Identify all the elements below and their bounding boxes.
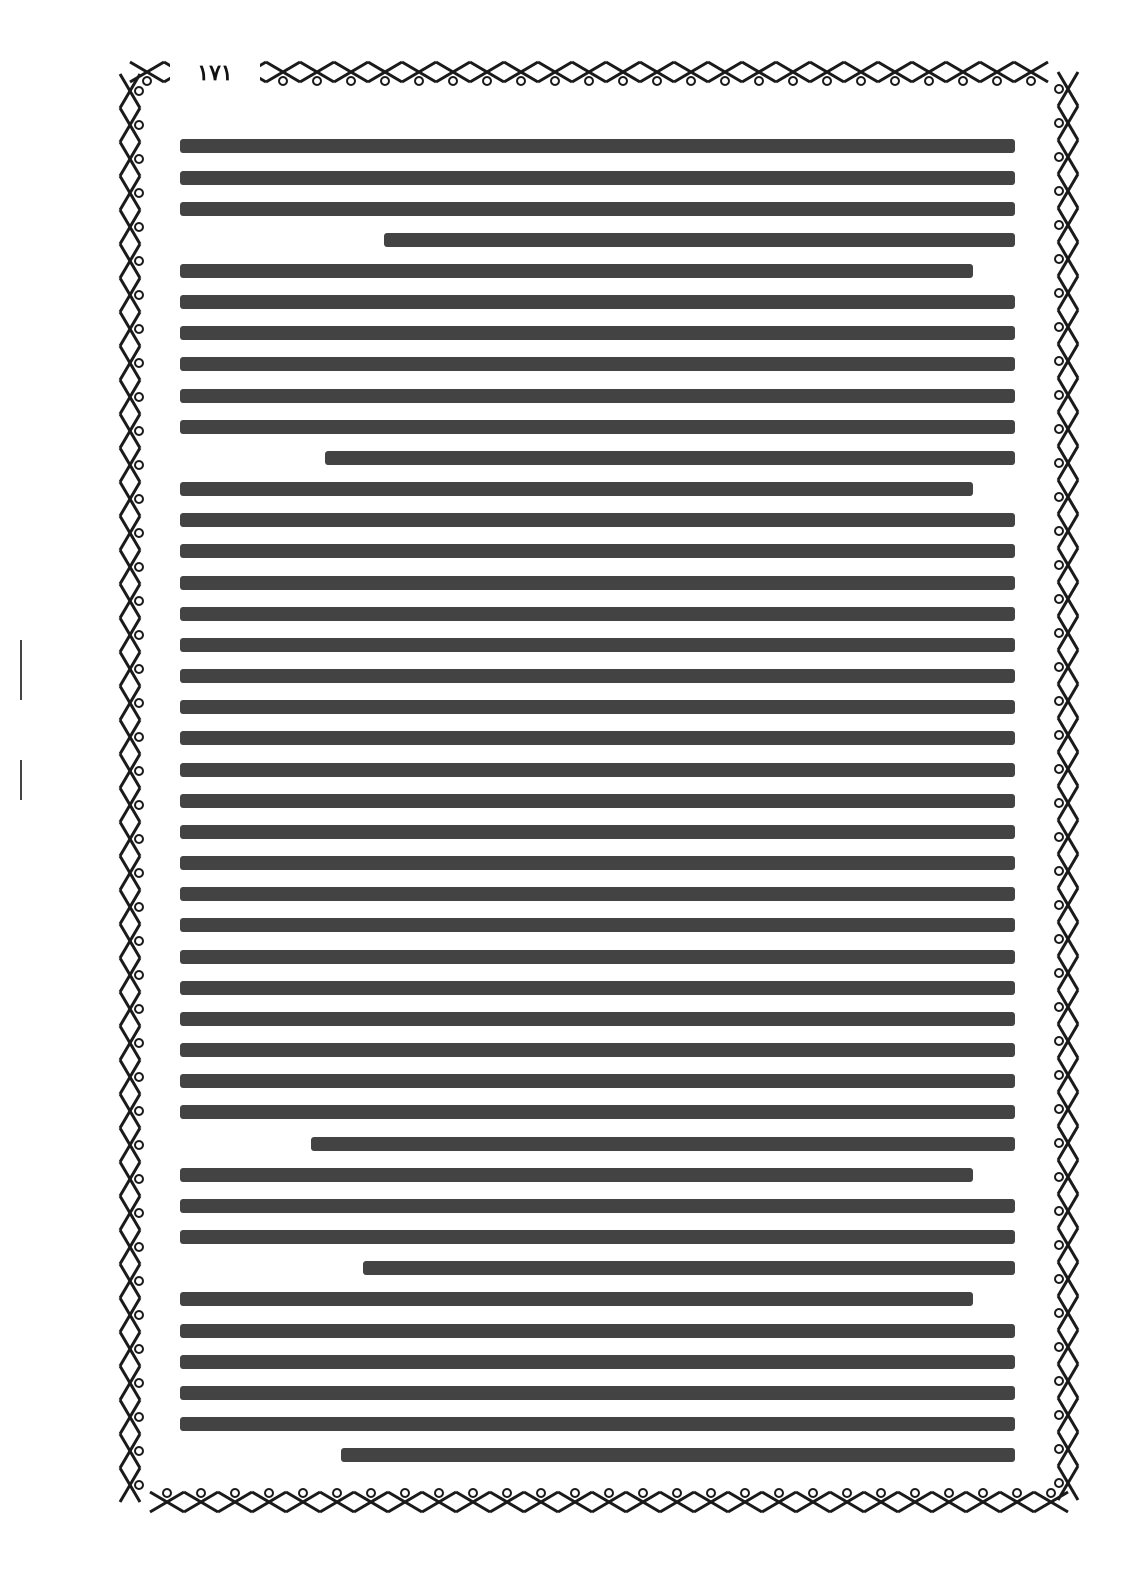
border-loop	[135, 801, 143, 809]
text-line	[180, 1230, 1015, 1244]
border-loop	[809, 1489, 817, 1497]
border-loop	[959, 77, 967, 85]
text-line	[180, 856, 1015, 870]
border-loop	[605, 1489, 613, 1497]
border-loop	[1055, 289, 1063, 297]
text-line	[180, 576, 1015, 590]
border-loop	[135, 529, 143, 537]
border-loop	[1047, 1489, 1055, 1497]
border-loop	[135, 495, 143, 503]
text-line	[180, 638, 1015, 652]
border-loop	[1055, 323, 1063, 331]
text-line	[180, 420, 1015, 434]
border-loop	[299, 1489, 307, 1497]
text-line	[180, 1012, 1015, 1026]
border-loop	[1055, 969, 1063, 977]
border-loop	[721, 77, 729, 85]
border-loop	[673, 1489, 681, 1497]
border-loop	[1055, 1037, 1063, 1045]
border-loop	[449, 77, 457, 85]
border-loop	[707, 1489, 715, 1497]
text-line	[180, 763, 1015, 777]
border-loop	[483, 77, 491, 85]
border-loop	[1055, 459, 1063, 467]
border-loop	[135, 1277, 143, 1285]
border-loop	[1055, 1445, 1063, 1453]
border-loop	[135, 155, 143, 163]
text-line	[180, 1043, 1015, 1057]
border-loop	[755, 77, 763, 85]
border-loop	[925, 77, 933, 85]
border-loop	[1055, 1003, 1063, 1011]
border-loop	[775, 1489, 783, 1497]
border-loop	[1055, 765, 1063, 773]
border-loop	[415, 77, 423, 85]
border-loop	[1055, 493, 1063, 501]
text-line	[180, 1417, 1015, 1431]
margin-mark	[20, 640, 22, 700]
border-loop	[1055, 1309, 1063, 1317]
border-loop	[135, 1447, 143, 1455]
border-loop	[687, 77, 695, 85]
text-line	[180, 981, 1015, 995]
text-line	[384, 233, 1015, 247]
border-loop	[945, 1489, 953, 1497]
border-loop	[1055, 255, 1063, 263]
border-loop	[1055, 731, 1063, 739]
border-loop	[135, 1413, 143, 1421]
text-line	[180, 1168, 973, 1182]
border-loop	[843, 1489, 851, 1497]
border-loop	[1055, 1105, 1063, 1113]
text-block	[180, 130, 1015, 1470]
border-loop	[135, 733, 143, 741]
border-loop	[197, 1489, 205, 1497]
text-line	[180, 482, 973, 496]
border-loop	[1027, 77, 1035, 85]
text-line	[180, 544, 1015, 558]
text-line	[180, 1292, 973, 1306]
border-loop	[1055, 867, 1063, 875]
border-loop	[135, 325, 143, 333]
text-line	[180, 513, 1015, 527]
text-line	[180, 669, 1015, 683]
border-loop	[135, 1345, 143, 1353]
border-loop	[1055, 1275, 1063, 1283]
border-loop	[401, 1489, 409, 1497]
border-loop	[1055, 697, 1063, 705]
text-line	[180, 1105, 1015, 1119]
margin-mark	[20, 760, 22, 800]
border-loop	[135, 257, 143, 265]
border-loop	[435, 1489, 443, 1497]
border-loop	[1055, 1241, 1063, 1249]
border-loop	[979, 1489, 987, 1497]
border-loop	[135, 189, 143, 197]
text-line	[180, 1386, 1015, 1400]
border-loop	[135, 223, 143, 231]
border-loop	[135, 597, 143, 605]
text-line	[180, 950, 1015, 964]
text-line	[180, 264, 973, 278]
border-loop	[135, 835, 143, 843]
border-loop	[789, 77, 797, 85]
border-loop	[1055, 799, 1063, 807]
border-loop	[1055, 221, 1063, 229]
border-loop	[135, 87, 143, 95]
border-loop	[135, 1311, 143, 1319]
border-loop	[347, 77, 355, 85]
text-line	[180, 202, 1015, 216]
border-loop	[877, 1489, 885, 1497]
border-loop	[551, 77, 559, 85]
border-loop	[135, 767, 143, 775]
border-loop	[381, 77, 389, 85]
border-loop	[1055, 425, 1063, 433]
border-loop	[537, 1489, 545, 1497]
border-loop	[1055, 1071, 1063, 1079]
border-loop	[135, 1107, 143, 1115]
text-line	[180, 1199, 1015, 1213]
text-line	[180, 607, 1015, 621]
border-loop	[1055, 391, 1063, 399]
border-loop	[279, 77, 287, 85]
border-loop	[823, 77, 831, 85]
border-loop	[1055, 119, 1063, 127]
border-loop	[1055, 153, 1063, 161]
border-loop	[135, 1209, 143, 1217]
border-loop	[891, 77, 899, 85]
border-loop	[1055, 1207, 1063, 1215]
border-loop	[135, 869, 143, 877]
page-number: ١٧١	[170, 52, 260, 94]
border-loop	[135, 699, 143, 707]
border-loop	[1055, 561, 1063, 569]
border-loop	[135, 665, 143, 673]
border-loop	[135, 291, 143, 299]
text-line	[180, 918, 1015, 932]
border-loop	[857, 77, 865, 85]
border-loop	[135, 1141, 143, 1149]
border-loop	[135, 1379, 143, 1387]
border-loop	[313, 77, 321, 85]
border-loop	[619, 77, 627, 85]
text-line	[180, 389, 1015, 403]
text-line	[180, 887, 1015, 901]
border-loop	[135, 359, 143, 367]
border-loop	[1055, 833, 1063, 841]
text-line	[180, 326, 1015, 340]
border-loop	[135, 393, 143, 401]
text-line	[180, 295, 1015, 309]
border-loop	[135, 1243, 143, 1251]
border-loop	[993, 77, 1001, 85]
border-loop	[503, 1489, 511, 1497]
border-loop	[135, 631, 143, 639]
border-loop	[1055, 357, 1063, 365]
border-loop	[333, 1489, 341, 1497]
text-line	[180, 794, 1015, 808]
border-loop	[1055, 1139, 1063, 1147]
border-loop	[135, 1073, 143, 1081]
border-loop	[1055, 1343, 1063, 1351]
border-loop	[135, 121, 143, 129]
border-loop	[1013, 1489, 1021, 1497]
border-loop	[517, 77, 525, 85]
text-line	[180, 731, 1015, 745]
border-loop	[163, 1489, 171, 1497]
border-loop	[135, 971, 143, 979]
text-line	[180, 171, 1015, 185]
border-loop	[135, 1175, 143, 1183]
text-line	[180, 1324, 1015, 1338]
text-line	[363, 1261, 1015, 1275]
border-loop	[585, 77, 593, 85]
border-loop	[1055, 629, 1063, 637]
text-line	[180, 825, 1015, 839]
border-loop	[231, 1489, 239, 1497]
border-loop	[135, 937, 143, 945]
border-loop	[1055, 527, 1063, 535]
border-loop	[135, 903, 143, 911]
border-loop	[571, 1489, 579, 1497]
border-loop	[1055, 1377, 1063, 1385]
border-loop	[639, 1489, 647, 1497]
border-loop	[911, 1489, 919, 1497]
text-line	[311, 1137, 1015, 1151]
border-loop	[1055, 1411, 1063, 1419]
text-line	[180, 139, 1015, 153]
border-loop	[135, 1005, 143, 1013]
text-line	[180, 700, 1015, 714]
border-loop	[653, 77, 661, 85]
text-line	[180, 357, 1015, 371]
border-loop	[741, 1489, 749, 1497]
border-loop	[265, 1489, 273, 1497]
text-line	[341, 1448, 1015, 1462]
border-loop	[143, 77, 151, 85]
text-line	[180, 1074, 1015, 1088]
border-loop	[135, 1481, 143, 1489]
border-loop	[1055, 901, 1063, 909]
border-loop	[1055, 1479, 1063, 1487]
border-loop	[135, 461, 143, 469]
border-loop	[1055, 595, 1063, 603]
border-loop	[135, 1039, 143, 1047]
border-loop	[1055, 187, 1063, 195]
border-loop	[1055, 85, 1063, 93]
border-loop	[1055, 935, 1063, 943]
border-loop	[367, 1489, 375, 1497]
border-loop	[1055, 663, 1063, 671]
text-line	[180, 1355, 1015, 1369]
border-loop	[1055, 1173, 1063, 1181]
border-loop	[469, 1489, 477, 1497]
text-line	[325, 451, 1015, 465]
border-loop	[135, 427, 143, 435]
border-loop	[135, 563, 143, 571]
